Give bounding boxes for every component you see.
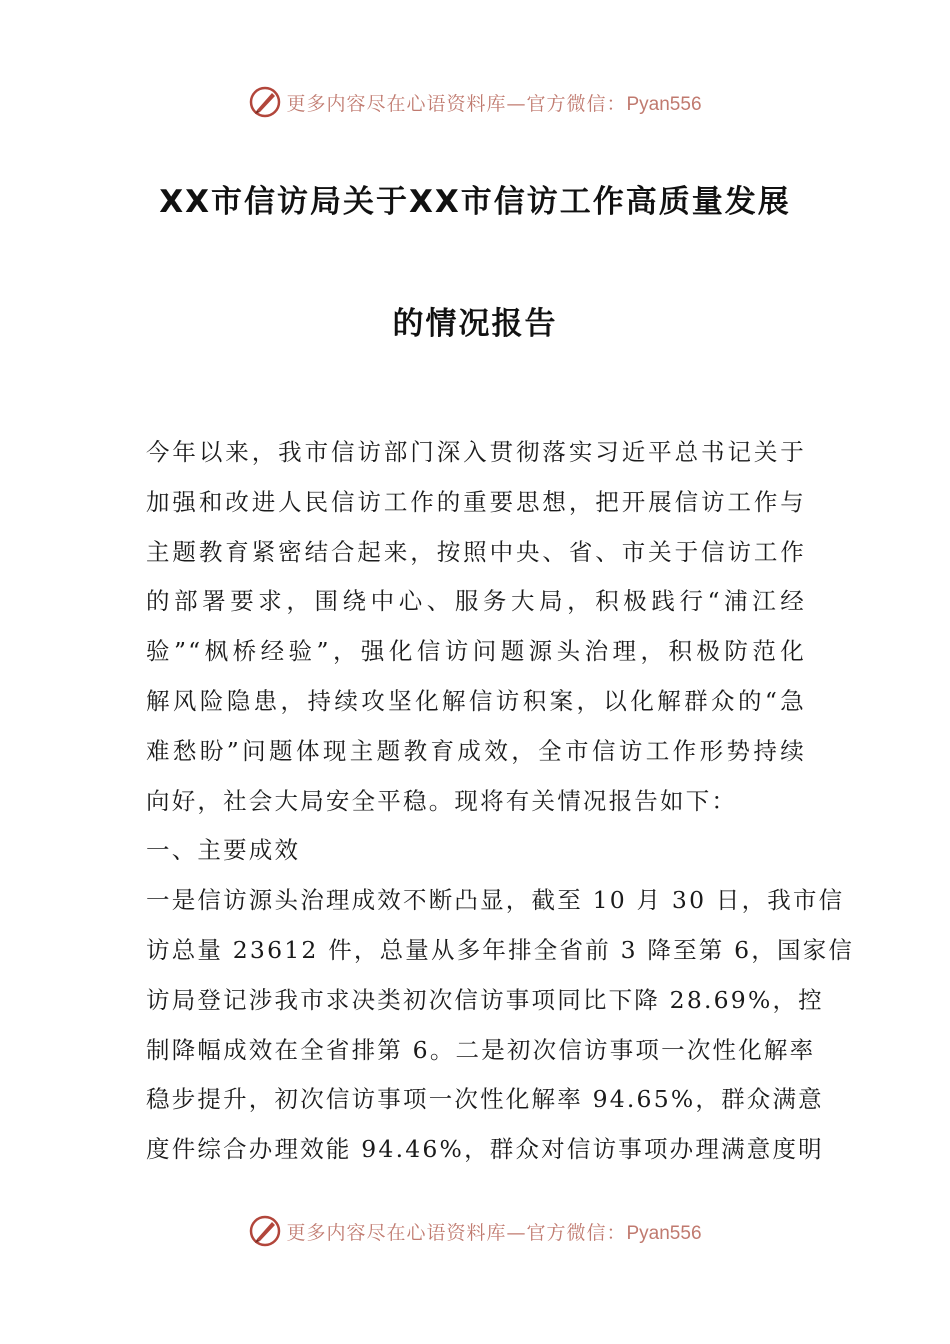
document-title-line-1: XX市信访局关于XX市信访工作高质量发展 <box>159 184 791 220</box>
document-body <box>146 428 855 1175</box>
watermark-handle: Pyan556 <box>626 1222 702 1244</box>
document-title-line-2: 的情况报告 <box>392 306 558 342</box>
body-line: 向好，社会大局安全平稳。现将有关情况报告如下： <box>146 786 738 815</box>
pen-circle-icon <box>248 1214 282 1248</box>
body-line: 稳步提升，初次信访事项一次性化解率 94.65%，群众满意 <box>146 1085 824 1114</box>
body-line: 今年以来，我市信访部门深入贯彻落实习近平总书记关于 <box>146 438 806 466</box>
watermark-banner-top <box>0 82 950 122</box>
body-line: 制降幅成效在全省排第 6。二是初次信访事项一次性化解率 <box>146 1035 816 1064</box>
body-line: 的部署要求，围绕中心、服务大局，积极践行“浦江经 <box>146 587 806 616</box>
body-line: 访局登记涉我市求决类初次信访事项同比下降 28.69%，控 <box>146 985 824 1014</box>
pen-circle-icon <box>248 85 282 119</box>
body-line: 主题教育紧密结合起来，按照中央、省、市关于信访工作 <box>146 537 806 566</box>
body-line: 访总量 23612 件，总量从多年排全省前 3 降至第 6，国家信 <box>146 935 855 964</box>
watermark-text: 更多内容尽在心语资料库—官方微信：Pyan556 <box>286 1221 702 1244</box>
watermark-text: 更多内容尽在心语资料库—官方微信：Pyan556 <box>286 92 702 115</box>
watermark-handle: Pyan556 <box>626 93 702 115</box>
body-line: 一是信访源头治理成效不断凸显，截至 10 月 30 日，我市信 <box>146 886 845 915</box>
body-line: 验”“枫桥经验”，强化信访问题源头治理，积极防范化 <box>146 637 806 666</box>
body-line: 加强和改进人民信访工作的重要思想，把开展信访工作与 <box>146 487 806 516</box>
body-line: 难愁盼”问题体现主题教育成效，全市信访工作形势持续 <box>146 736 806 765</box>
section-heading: 一、主要成效 <box>146 836 301 865</box>
body-line: 解风险隐患，持续攻坚化解信访积案，以化解群众的“急 <box>146 686 806 715</box>
body-line: 度件综合办理效能 94.46%，群众对信访事项办理满意度明 <box>146 1135 824 1164</box>
watermark-banner-bottom <box>0 1211 950 1251</box>
